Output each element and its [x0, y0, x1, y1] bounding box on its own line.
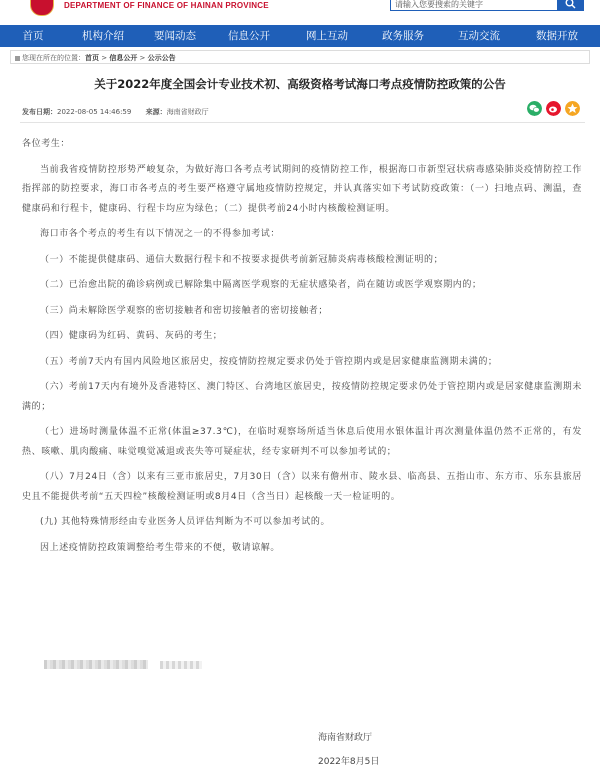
paragraph: （八）7月24日（含）以来有三亚市旅居史，7月30日（含）以来有儋州市、陵水县、临高县、五指山市、东方市、乐东县旅居史且不能提供考前“五天四检”核酸检测证明或8月4日（含当日）起核酸一天一检证明的。 — [22, 472, 582, 502]
paragraph: （三）尚未解除医学观察的密切接触者和密切接触者的密切接触者； — [40, 305, 329, 316]
nav-item-news[interactable]: 要闻动态 — [154, 30, 196, 42]
site-header — [0, 0, 600, 22]
salutation: 各位考生： — [22, 139, 71, 149]
breadcrumb-prefix: 您现在所在的位置： — [22, 54, 85, 62]
emblem-logo — [30, 0, 54, 16]
paragraph: （四）健康码为红码、黄码、灰码的考生； — [40, 331, 223, 341]
paragraph: （二）已治愈出院的确诊病例或已解除集中隔离医学观察的无症状感染者，尚在随访或医学观察期内的； — [40, 280, 482, 290]
nav-item-home[interactable]: 首页 — [22, 30, 44, 42]
breadcrumb-notice[interactable]: 公示公告 — [147, 54, 176, 62]
breadcrumb-sep: > — [137, 54, 148, 62]
department-name: DEPARTMENT OF FINANCE OF HAINAN PROVINCE — [64, 1, 269, 10]
search-icon — [565, 0, 576, 9]
breadcrumb-home[interactable]: 首页 — [85, 54, 99, 62]
weibo-icon[interactable] — [546, 101, 561, 116]
redacted-text — [44, 660, 148, 669]
main-nav — [0, 25, 600, 47]
source-label: 来源： — [145, 108, 167, 116]
qzone-icon[interactable] — [565, 101, 580, 116]
paragraph: （一）不能提供健康码、通信大数据行程卡和不按要求提供考前新冠肺炎病毒核酸检测证明的； — [40, 254, 444, 265]
paragraph: 因上述疫情防控政策调整给考生带来的不便，敬请谅解。 — [40, 542, 281, 553]
signature-date: 2022年8月5日 — [318, 757, 380, 767]
paragraph: （六）考前17天内有境外及香港特区、澳门特区、台湾地区旅居史，按疫情防控规定要求仍处于管控期内或是居家健康监测期未满的； — [22, 382, 582, 412]
nav-item-data[interactable]: 数据开放 — [536, 30, 578, 42]
breadcrumb-sep: > — [99, 54, 110, 62]
nav-item-online[interactable]: 网上互动 — [306, 30, 348, 42]
article-body — [22, 135, 582, 564]
search-input[interactable]: 请输入您要搜索的关键字 — [390, 0, 558, 11]
nav-item-about[interactable]: 机构介绍 — [82, 30, 124, 42]
search-button[interactable] — [558, 0, 584, 11]
paragraph: 当前我省疫情防控形势严峻复杂，为做好海口各考点考试期间的疫情防控工作，根据海口市新型冠状病毒感染肺炎疫情防控工作指挥部的防控要求，海口市各考点的考生要严格遵守属地疫情防控规定，并认真落实如下考试防疫政策：（一）扫地点码、测温，查健康码和行程卡，健康码、行程卡均应为绿色；（二）提供考前24小时内核酸检测证明。 — [22, 164, 582, 214]
redacted-text — [160, 661, 202, 669]
source-name: 海南省财政厅 — [166, 108, 209, 116]
breadcrumb — [10, 50, 590, 64]
signature-org: 海南省财政厅 — [318, 733, 373, 743]
paragraph: （七）进场时测量体温不正常(体温≥37.3℃)，在临时观察场所适当休息后使用水银体温计再次测量体温仍然不正常的，有发热、咳嗽、肌肉酸痛、味觉嗅觉减退或丧失等可疑症状，经专家研判不可以参加考试的； — [22, 427, 582, 457]
divider — [20, 122, 585, 123]
publish-time: 2022-08-05 14:46:59 — [57, 108, 132, 116]
nav-item-interaction[interactable]: 互动交流 — [458, 30, 500, 42]
location-icon — [15, 56, 20, 61]
wechat-icon[interactable] — [527, 101, 542, 116]
breadcrumb-info[interactable]: 信息公开 — [109, 54, 138, 62]
nav-item-info[interactable]: 信息公开 — [228, 30, 270, 42]
article-title: 关于2022年度全国会计专业技术初、高级资格考试海口考点疫情防控政策的公告 — [94, 77, 506, 91]
publish-label: 发布日期： — [22, 108, 57, 116]
nav-item-services[interactable]: 政务服务 — [382, 30, 424, 42]
paragraph: (九) 其他特殊情形经由专业医务人员评估判断为不可以参加考试的。 — [40, 517, 331, 527]
paragraph: （五）考前7天内有国内风险地区旅居史，按疫情防控规定要求仍处于管控期内或是居家健康监测期未满的； — [40, 356, 498, 367]
paragraph: 海口市各个考点的考生有以下情况之一的不得参加考试： — [40, 229, 281, 239]
article-meta — [22, 107, 221, 117]
